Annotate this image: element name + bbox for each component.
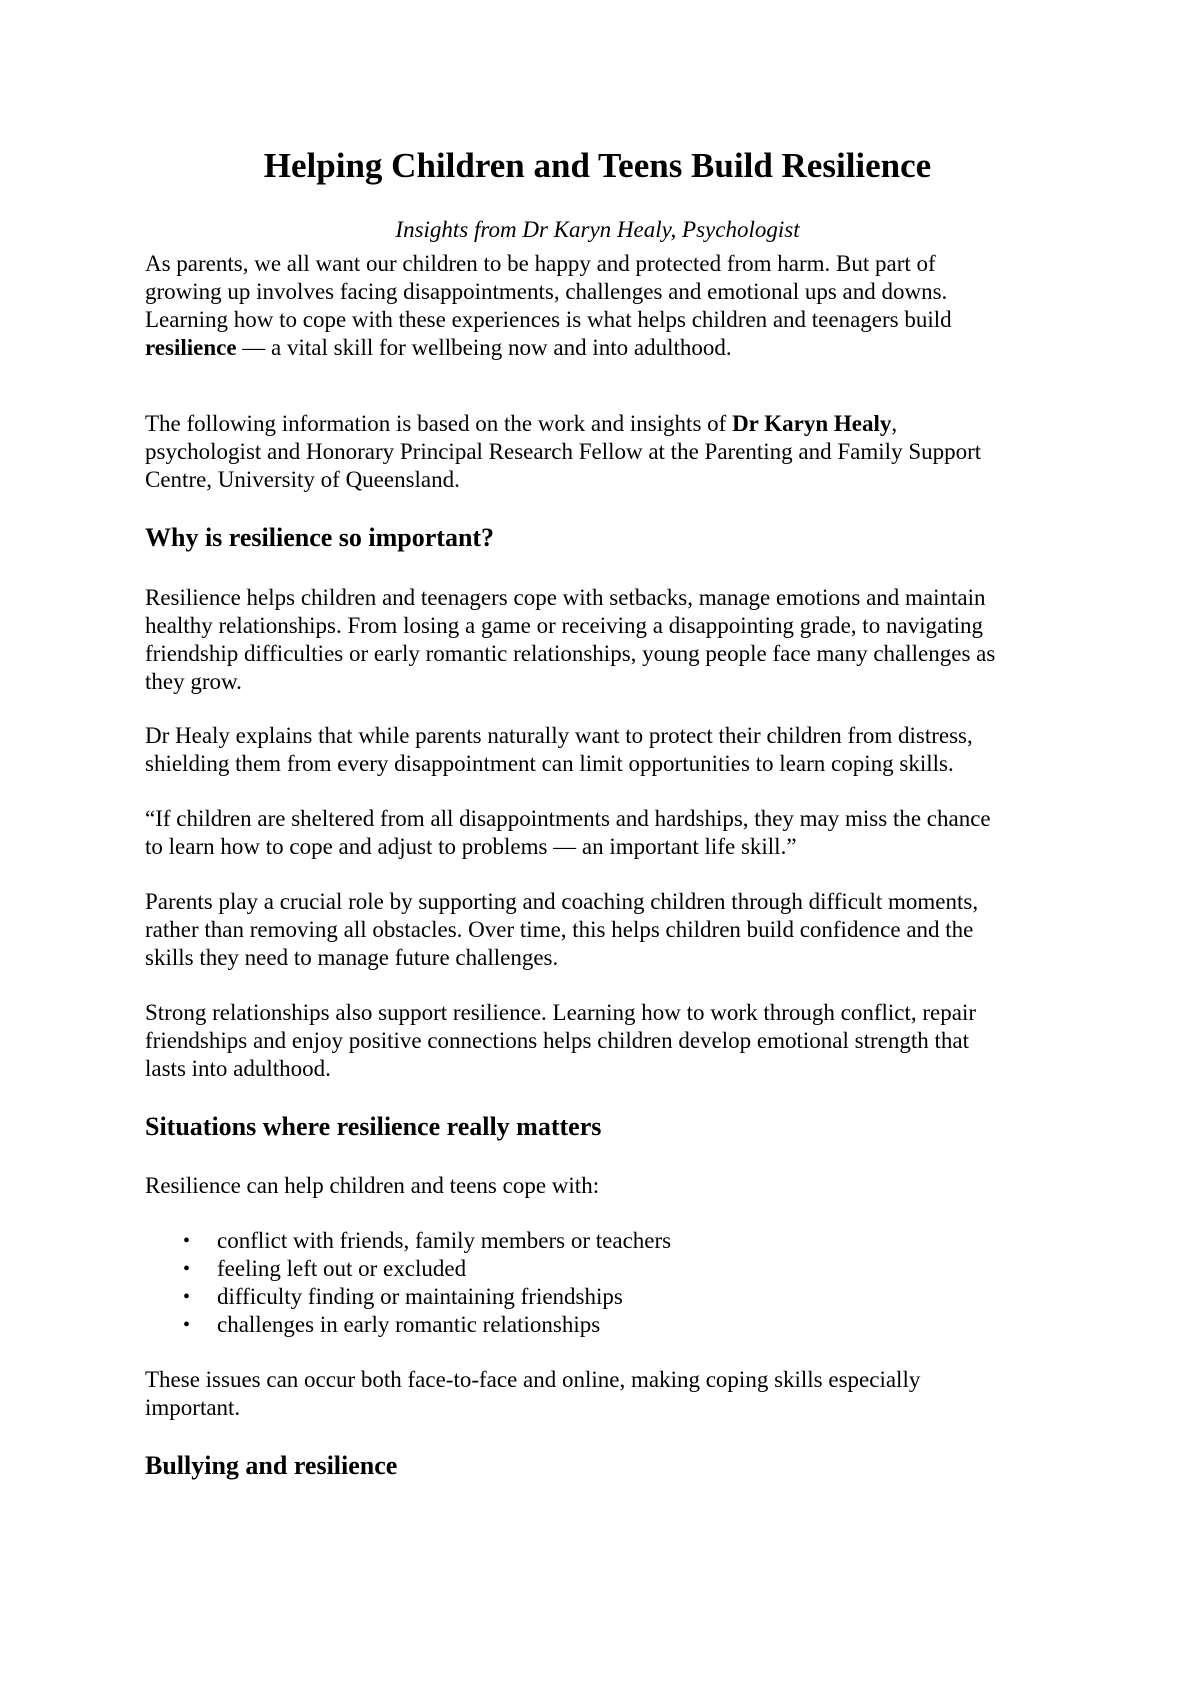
source-line-1-post: , xyxy=(891,411,898,436)
situations-after-paragraph xyxy=(145,1366,1050,1422)
list-item-text: feeling left out or excluded xyxy=(217,1256,467,1281)
why-p4-line-2: rather than removing all obstacles. Over time, this helps children build confidence and the xyxy=(145,917,974,942)
bullet-icon: • xyxy=(183,1286,191,1308)
quote-line-1: “If children are sheltered from all disappointments and hardships, they may miss the chance xyxy=(145,806,991,831)
why-p2-line-1: Dr Healy explains that while parents naturally want to protect their children from distress, xyxy=(145,723,973,748)
page-title: Helping Children and Teens Build Resilience xyxy=(263,146,932,185)
why-p4-line-1: Parents play a crucial role by supporting and coaching children through difficult moments, xyxy=(145,889,979,914)
bullet-icon: • xyxy=(183,1230,191,1252)
situations-lead-line: Resilience can help children and teens cope with: xyxy=(145,1173,600,1198)
list-item xyxy=(145,1283,671,1311)
source-line-1-pre: The following information is based on the work and insights of xyxy=(145,411,733,436)
bullet-icon: • xyxy=(183,1258,191,1280)
why-p5-line-3: lasts into adulthood. xyxy=(145,1056,331,1081)
bullet-icon: • xyxy=(183,1314,191,1336)
why-paragraph-5 xyxy=(145,999,1050,1083)
section-heading-why: Why is resilience so important? xyxy=(145,523,495,552)
section-heading-situations: Situations where resilience really matters xyxy=(145,1112,602,1141)
list-item-text: conflict with friends, family members or teachers xyxy=(217,1228,672,1253)
list-item xyxy=(145,1255,671,1283)
why-p1-line-2: healthy relationships. From losing a game or receiving a disappointing grade, to navigating xyxy=(145,613,984,638)
list-item-text: difficulty finding or maintaining friendships xyxy=(217,1284,623,1309)
why-paragraph-1 xyxy=(145,584,1050,696)
why-p1-line-3: friendship difficulties or early romantic relationships, young people face many challenges as xyxy=(145,641,996,666)
why-p1-line-4: they grow. xyxy=(145,669,242,694)
why-p5-line-1: Strong relationships also support resilience. Learning how to work through conflict, repair xyxy=(145,1000,976,1025)
intro-paragraph xyxy=(145,250,1050,362)
intro-line-4-rest: — a vital skill for wellbeing now and into adulthood. xyxy=(236,335,732,360)
why-paragraph-4 xyxy=(145,888,1050,972)
list-item xyxy=(145,1227,671,1255)
intro-line-1: As parents, we all want our children to be happy and protected from harm. But part of xyxy=(145,251,936,276)
source-line-2: psychologist and Honorary Principal Research Fellow at the Parenting and Family Support xyxy=(145,439,982,464)
subtitle: Insights from Dr Karyn Healy, Psychologist xyxy=(395,217,800,242)
why-p5-line-2: friendships and enjoy positive connections helps children develop emotional strength that xyxy=(145,1028,969,1053)
intro-line-2: growing up involves facing disappointments, challenges and emotional ups and downs. xyxy=(145,279,948,304)
list-item-text: challenges in early romantic relationships xyxy=(217,1312,601,1337)
situations-lead xyxy=(145,1172,1050,1200)
section-heading-bullying: Bullying and resilience xyxy=(145,1451,398,1480)
quote-paragraph xyxy=(145,805,1050,861)
intro-line-3: Learning how to cope with these experiences is what helps children and teenagers build xyxy=(145,307,952,332)
author-name-bold: Dr Karyn Healy xyxy=(732,411,892,436)
source-paragraph xyxy=(145,410,1050,494)
why-paragraph-2 xyxy=(145,722,1050,778)
why-p2-line-2: shielding them from every disappointment can limit opportunities to learn coping skills. xyxy=(145,751,954,776)
situations-list xyxy=(145,1227,671,1339)
quote-line-2: to learn how to cope and adjust to problems — an important life skill.” xyxy=(145,834,797,859)
resilience-bold: resilience xyxy=(145,335,237,360)
why-p1-line-1: Resilience helps children and teenagers cope with setbacks, manage emotions and maintain xyxy=(145,585,986,610)
list-item xyxy=(145,1311,671,1339)
source-line-3: Centre, University of Queensland. xyxy=(145,467,460,492)
after-line-1: These issues can occur both face-to-face and online, making coping skills especially xyxy=(145,1367,921,1392)
after-line-2: important. xyxy=(145,1395,241,1420)
why-p4-line-3: skills they need to manage future challenges. xyxy=(145,945,559,970)
source-line-1 xyxy=(145,410,1050,438)
intro-line-4 xyxy=(145,334,1050,362)
